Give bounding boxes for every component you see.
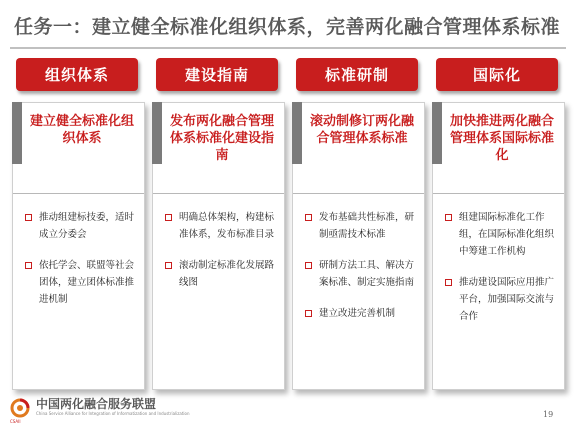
headline-divider xyxy=(13,193,144,194)
list-item xyxy=(305,305,419,322)
column-panel xyxy=(152,102,285,390)
list-item-text: 研制方法工具、解决方案标准、制定实施指南 xyxy=(319,260,415,288)
footer-logo xyxy=(10,396,230,426)
alliance-logo-icon xyxy=(10,398,30,418)
column-panel xyxy=(12,102,145,390)
item-list xyxy=(165,209,279,305)
list-item xyxy=(445,209,559,260)
column-header: 组织体系 xyxy=(16,58,138,91)
column-headline: 建立健全标准化组织体系 xyxy=(29,114,134,146)
column-headline: 加快推进两化融合管理体系国际标准化 xyxy=(449,114,554,163)
square-bullet-icon xyxy=(165,214,172,221)
list-item-text: 推动组建标技委，适时成立分委会 xyxy=(39,212,135,240)
column-side-bar xyxy=(152,102,162,164)
list-item xyxy=(25,257,139,308)
page-title: 任务一：建立健全标准化组织体系，完善两化融合管理体系标准 xyxy=(14,16,561,38)
organization-english-name: China Service Alliance for Integration of Informatization and Industrialization xyxy=(36,411,190,416)
square-bullet-icon xyxy=(445,214,452,221)
column-header: 标准研制 xyxy=(296,58,418,91)
headline-divider xyxy=(293,193,424,194)
column-side-bar xyxy=(432,102,442,164)
item-list xyxy=(25,209,139,322)
column-guide xyxy=(152,58,285,390)
list-item xyxy=(25,209,139,243)
square-bullet-icon xyxy=(25,262,32,269)
square-bullet-icon xyxy=(305,262,312,269)
organization-name: 中国两化融合服务联盟 xyxy=(36,397,157,411)
item-list xyxy=(305,209,419,336)
list-item xyxy=(165,257,279,291)
square-bullet-icon xyxy=(445,279,452,286)
column-panel xyxy=(292,102,425,390)
square-bullet-icon xyxy=(305,214,312,221)
column-side-bar xyxy=(12,102,22,164)
column-headline: 滚动制修订两化融合管理体系标准 xyxy=(309,114,414,146)
column-standards xyxy=(292,58,425,390)
title-divider xyxy=(10,47,566,49)
column-international xyxy=(432,58,565,390)
list-item-text: 发布基础共性标准，研制亟需技术标准 xyxy=(319,212,415,240)
page-number: 19 xyxy=(543,410,554,419)
square-bullet-icon xyxy=(305,310,312,317)
organization-abbreviation: CSAII xyxy=(10,419,21,424)
square-bullet-icon xyxy=(25,214,32,221)
column-header: 国际化 xyxy=(436,58,558,91)
column-side-bar xyxy=(292,102,302,164)
list-item-text: 组建国际标准化工作组，在国际标准化组织中筹建工作机构 xyxy=(459,212,555,257)
list-item-text: 推动建设国际应用推广平台，加强国际交流与合作 xyxy=(459,277,555,322)
list-item-text: 建立改进完善机制 xyxy=(319,308,396,319)
square-bullet-icon xyxy=(165,262,172,269)
headline-divider xyxy=(433,193,564,194)
list-item xyxy=(445,274,559,325)
headline-divider xyxy=(153,193,284,194)
column-headline: 发布两化融合管理体系标准化建设指南 xyxy=(169,114,274,163)
list-item xyxy=(305,257,419,291)
item-list xyxy=(445,209,559,339)
list-item xyxy=(305,209,419,243)
list-item-text: 明确总体架构，构建标准体系，发布标准目录 xyxy=(179,212,275,240)
list-item xyxy=(165,209,279,243)
column-panel xyxy=(432,102,565,390)
list-item-text: 滚动制定标准化发展路线图 xyxy=(179,260,275,288)
column-organization xyxy=(12,58,145,390)
list-item-text: 依托学会、联盟等社会团体，建立团体标准推进机制 xyxy=(39,260,135,305)
column-header: 建设指南 xyxy=(156,58,278,91)
